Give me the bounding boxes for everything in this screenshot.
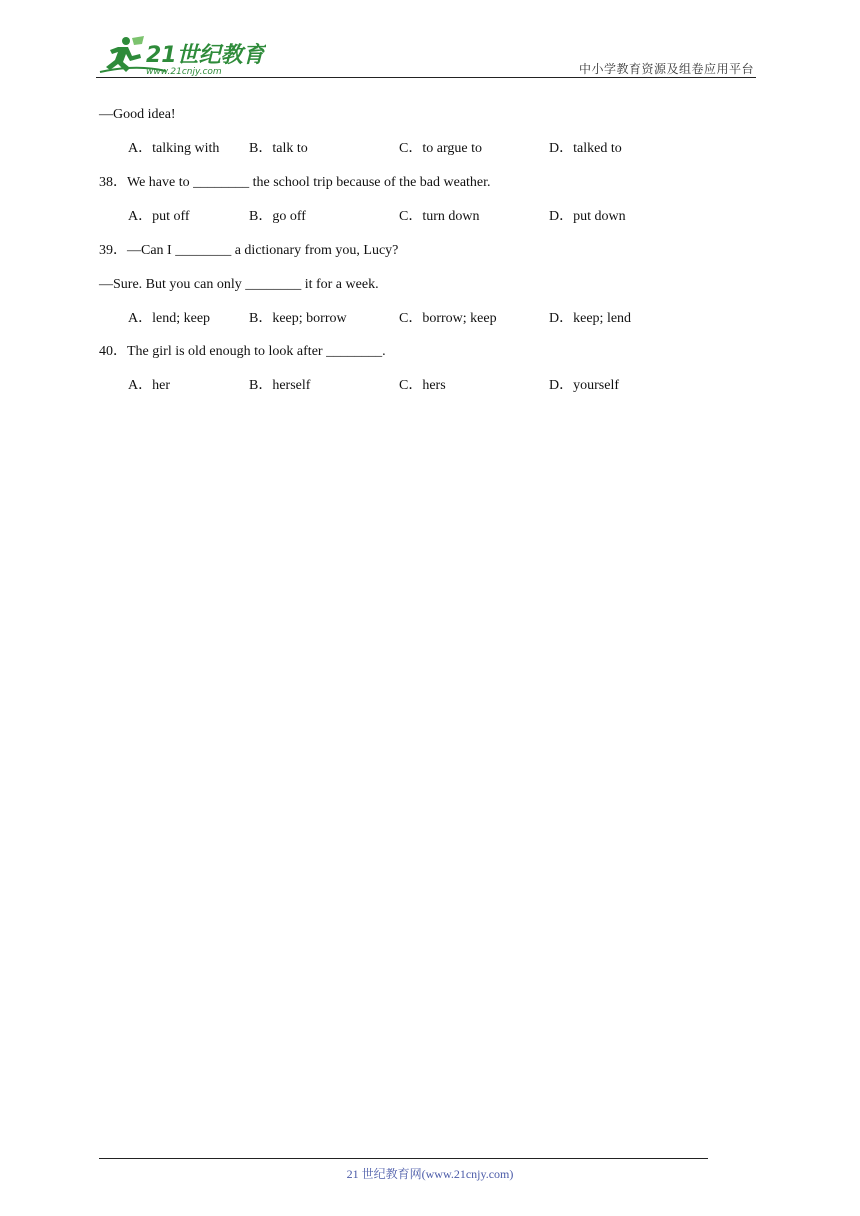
option-d: D．put down: [549, 209, 626, 224]
option-b: B．keep; borrow: [249, 311, 347, 326]
option-d: D．yourself: [549, 378, 620, 393]
option-c: C．borrow; keep: [399, 311, 497, 326]
site-logo: [96, 34, 266, 78]
option-row-q38: [128, 208, 768, 226]
option-c: C．hers: [399, 378, 446, 393]
option-row-q37: [128, 140, 768, 158]
option-b: B．herself: [249, 378, 311, 393]
site-name: 中小学教育资源及组卷应用平台: [578, 62, 754, 76]
dialogue-line: —Good idea!: [99, 107, 176, 122]
question-text: —Can I ________ a dictionary from you, Lucy?: [127, 243, 399, 258]
question-number: 40．: [99, 344, 127, 359]
option-row-q40: [128, 377, 768, 395]
header-divider: [96, 77, 756, 78]
footer-divider: [99, 1158, 708, 1159]
question-39: [99, 242, 398, 260]
option-b: B．go off: [249, 209, 306, 224]
question-number: 38．: [99, 175, 127, 190]
footer-text: 21 世纪教育网(www.21cnjy.com): [346, 1167, 514, 1181]
option-c: C．to argue to: [399, 141, 482, 156]
option-a: A．put off: [128, 209, 190, 224]
dialogue-line: —Sure. But you can only ________ it for a week.: [99, 277, 379, 292]
question-40: [99, 343, 386, 361]
question-text: The girl is old enough to look after ________.: [127, 344, 386, 359]
option-a: A．talking with: [128, 141, 220, 156]
svg-text:www.21cnjy.com: www.21cnjy.com: [146, 67, 222, 77]
option-a: A．her: [128, 378, 171, 393]
option-row-q39: [128, 310, 768, 328]
page-header: [96, 34, 756, 78]
svg-text:21世纪教育: 21世纪教育: [146, 43, 265, 68]
question-number: 39．: [99, 243, 127, 258]
option-a: A．lend; keep: [128, 311, 211, 326]
question-text: We have to ________ the school trip because of the bad weather.: [127, 175, 491, 190]
question-38: [99, 174, 491, 192]
option-b: B．talk to: [249, 141, 308, 156]
option-c: C．turn down: [399, 209, 480, 224]
option-d: D．talked to: [549, 141, 622, 156]
option-d: D．keep; lend: [549, 311, 632, 326]
logo-runner-icon: [96, 34, 266, 78]
